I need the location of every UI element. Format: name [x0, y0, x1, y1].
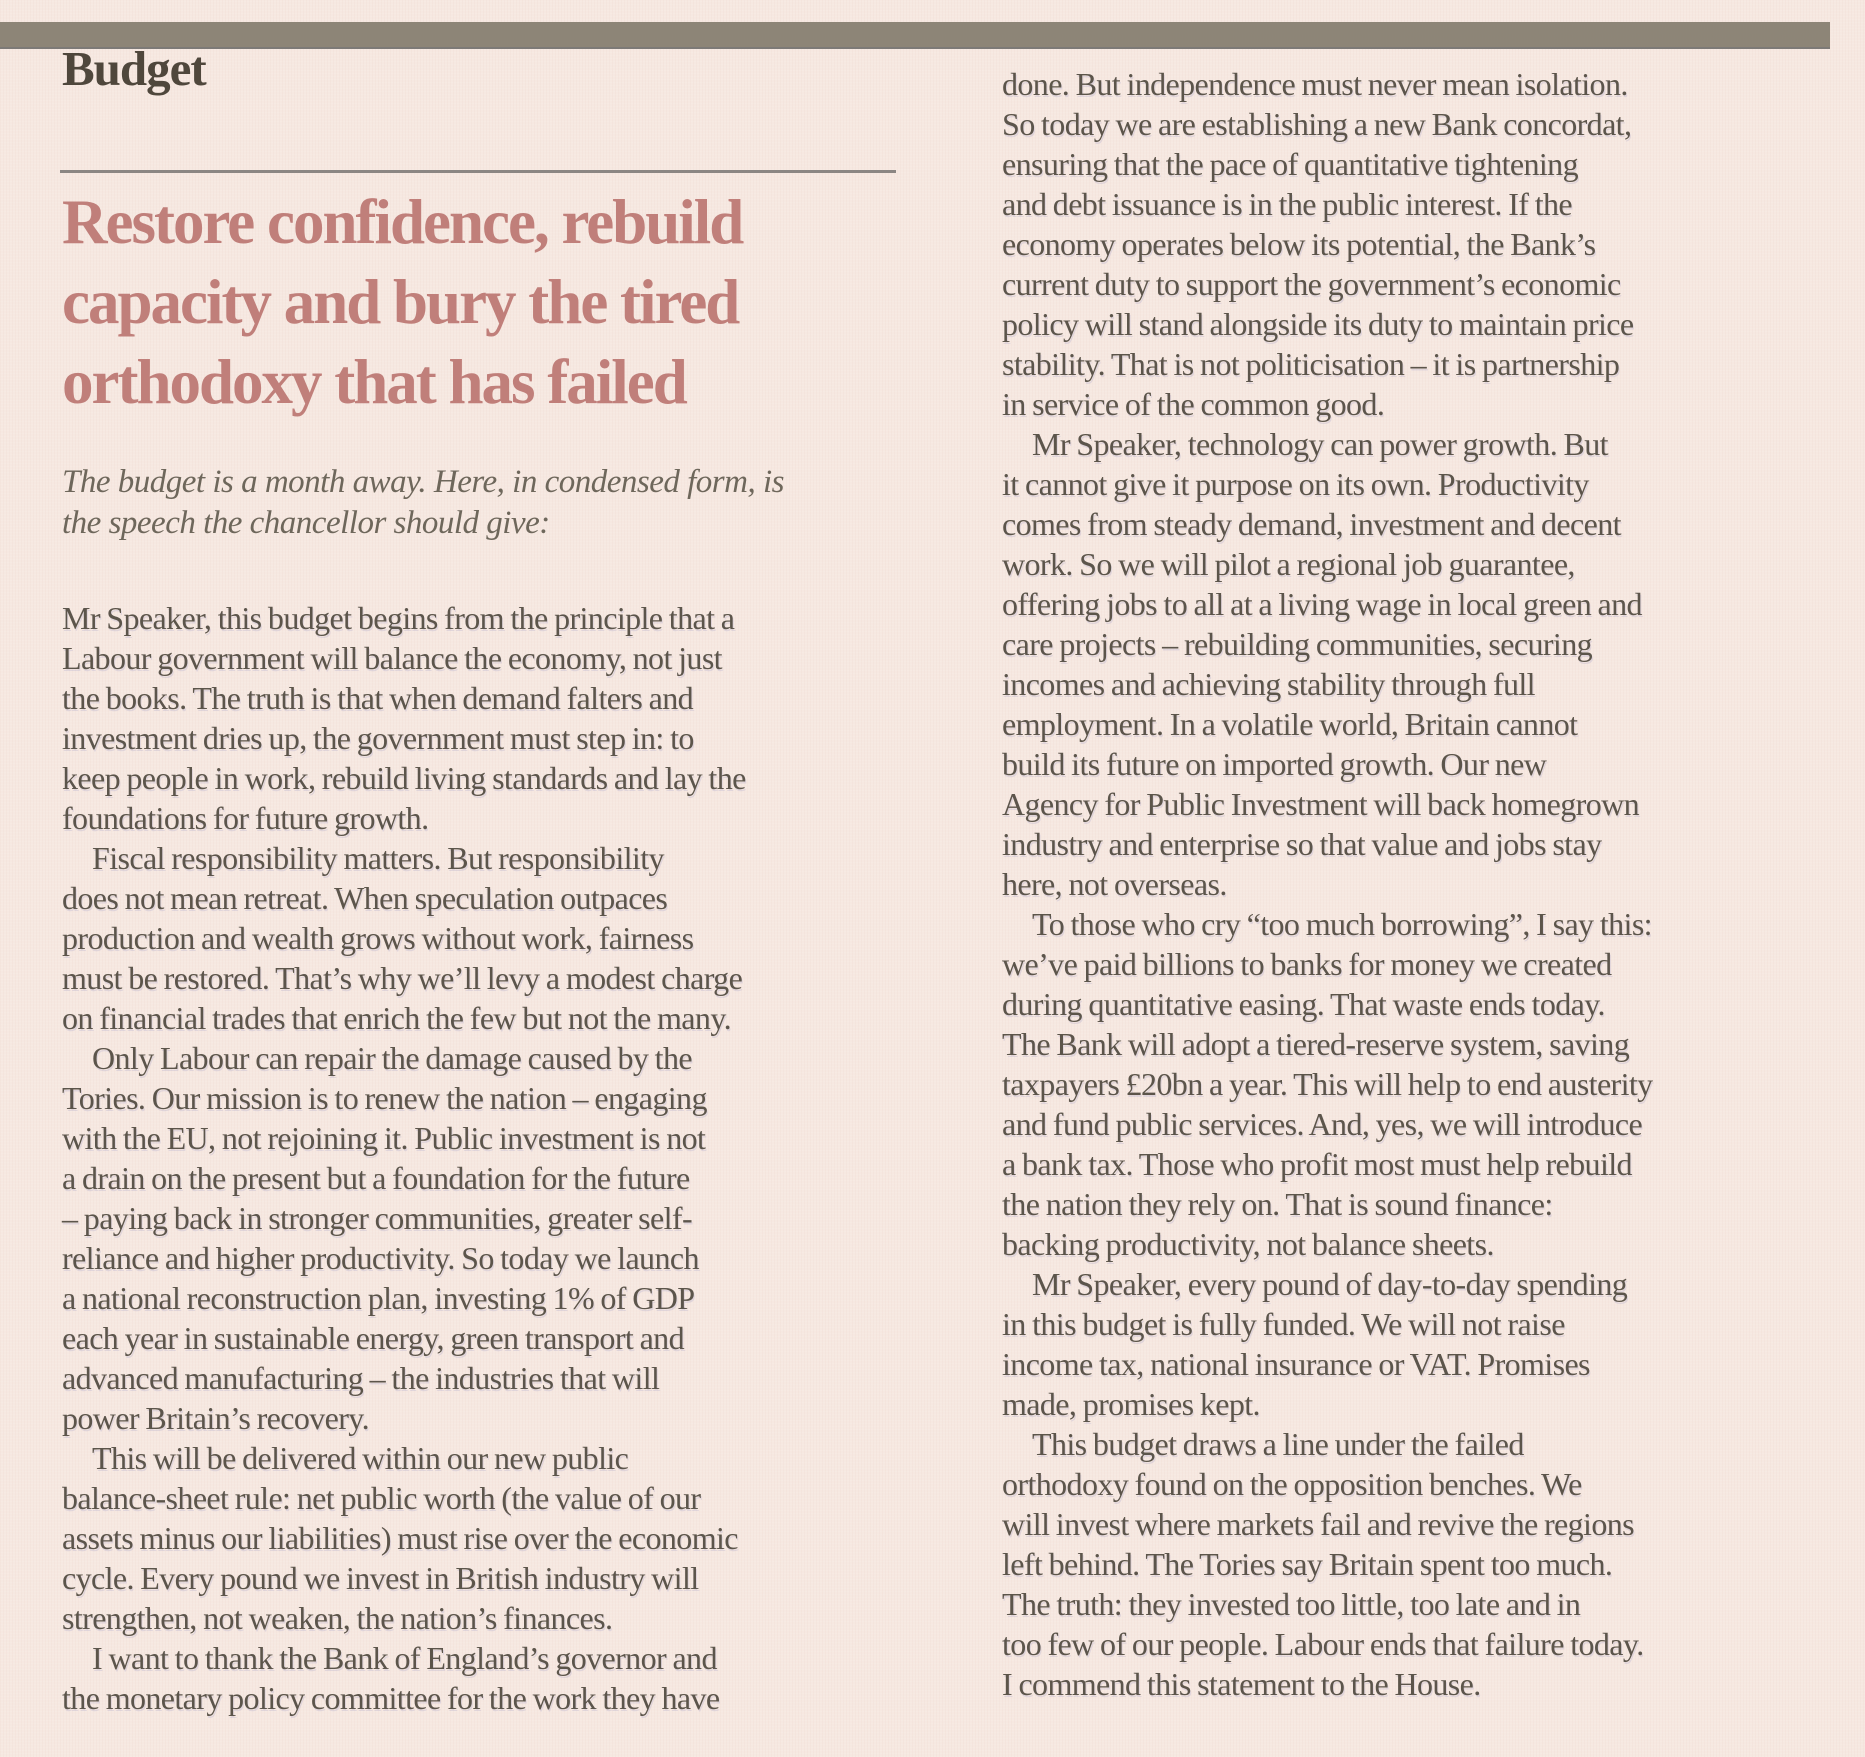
body-line: production and wealth grows without work, fairness [62, 920, 694, 956]
body-line: Mr Speaker, every pound of day-to-day spending [1032, 1266, 1628, 1302]
body-line: with the EU, not rejoining it. Public investment is not [62, 1120, 706, 1156]
body-line: strengthen, not weaken, the nation’s finances. [62, 1600, 613, 1636]
text-line: capacity and bury the tired [62, 267, 739, 337]
paragraph [1002, 424, 1852, 904]
body-line: on financial trades that enrich the few but not the many. [62, 1000, 732, 1036]
section-label: Budget [62, 41, 206, 96]
body-line: left behind. The Tories say Britain spent too much. [1002, 1546, 1613, 1582]
body-line: policy will stand alongside its duty to maintain price [1002, 306, 1634, 342]
body-line: here, not overseas. [1002, 866, 1227, 902]
body-line: investment dries up, the government must step in: to [62, 720, 694, 756]
paragraph [62, 1038, 930, 1438]
paragraph [1002, 1424, 1852, 1704]
body-line: I want to thank the Bank of England’s governor and [92, 1640, 717, 1676]
body-line: the monetary policy committee for the work they have [62, 1680, 720, 1716]
body-line: keep people in work, rebuild living standards and lay the [62, 760, 746, 796]
body-line: The truth: they invested too little, too late and in [1002, 1586, 1581, 1622]
paragraph [62, 1638, 930, 1718]
body-line: balance-sheet rule: net public worth (the value of our [62, 1480, 701, 1516]
text-line: The budget is a month away. Here, in condensed form, is [62, 464, 784, 500]
body-line: So today we are establishing a new Bank concordat, [1002, 106, 1632, 142]
body-line: it cannot give it purpose on its own. Productivity [1002, 466, 1589, 502]
body-line: comes from steady demand, investment and decent [1002, 506, 1621, 542]
body-line: power Britain’s recovery. [62, 1400, 370, 1436]
body-line: made, promises kept. [1002, 1386, 1260, 1422]
text-line: the speech the chancellor should give: [62, 505, 550, 541]
paragraph [62, 838, 930, 1038]
body-line: during quantitative easing. That waste ends today. [1002, 986, 1605, 1022]
body-line: Mr Speaker, this budget begins from the principle that a [62, 600, 735, 636]
body-line: current duty to support the government’s economic [1002, 266, 1621, 302]
body-line: income tax, national insurance or VAT. Promises [1002, 1346, 1590, 1382]
paragraph [1002, 904, 1852, 1264]
body-line: too few of our people. Labour ends that failure today. [1002, 1626, 1644, 1662]
paragraph [1002, 1264, 1852, 1424]
body-line: industry and enterprise so that value and jobs stay [1002, 826, 1602, 862]
text-line: Restore confidence, rebuild [62, 187, 743, 257]
body-line: stability. That is not politicisation – it is partnership [1002, 346, 1620, 382]
body-line: a national reconstruction plan, investing 1% of GDP [62, 1280, 695, 1316]
article-headline [62, 182, 922, 422]
body-line: does not mean retreat. When speculation outpaces [62, 880, 668, 916]
paragraph [62, 1438, 930, 1638]
body-line: each year in sustainable energy, green transport and [62, 1320, 684, 1356]
body-line: This budget draws a line under the failed [1032, 1426, 1524, 1462]
body-line: the nation they rely on. That is sound finance: [1002, 1186, 1553, 1222]
body-line: Mr Speaker, technology can power growth. But [1032, 426, 1608, 462]
body-line: assets minus our liabilities) must rise over the economic [62, 1520, 738, 1556]
body-line: This will be delivered within our new public [92, 1440, 629, 1476]
body-line: must be restored. That’s why we’ll levy a modest charge [62, 960, 743, 996]
body-line: reliance and higher productivity. So today we launch [62, 1240, 699, 1276]
body-line: The Bank will adopt a tiered-reserve system, saving [1002, 1026, 1630, 1062]
body-line: and debt issuance is in the public interest. If the [1002, 186, 1573, 222]
body-line: employment. In a volatile world, Britain cannot [1002, 706, 1578, 742]
body-line: a drain on the present but a foundation for the future [62, 1160, 690, 1196]
body-line: Labour government will balance the economy, not just [62, 640, 722, 676]
paragraph [1002, 64, 1852, 424]
body-line: Only Labour can repair the damage caused by the [92, 1040, 692, 1076]
body-line: taxpayers £20bn a year. This will help to end austerity [1002, 1066, 1653, 1102]
paragraph [62, 598, 930, 838]
body-line: backing productivity, not balance sheets. [1002, 1226, 1494, 1262]
body-line: Fiscal responsibility matters. But responsibility [92, 840, 664, 876]
body-line: ensuring that the pace of quantitative tightening [1002, 146, 1578, 182]
section-divider-rule [60, 170, 896, 173]
body-column-left [62, 598, 930, 1718]
page-top-rule-bar [0, 22, 1830, 49]
body-line: the books. The truth is that when demand falters and [62, 680, 694, 716]
body-line: incomes and achieving stability through full [1002, 666, 1535, 702]
body-line: economy operates below its potential, the Bank’s [1002, 226, 1596, 262]
body-line: a bank tax. Those who profit most must help rebuild [1002, 1146, 1632, 1182]
body-line: To those who cry “too much borrowing”, I say this: [1032, 906, 1652, 942]
body-line: in this budget is fully funded. We will not raise [1002, 1306, 1565, 1342]
body-line: cycle. Every pound we invest in British industry will [62, 1560, 699, 1596]
body-line: done. But independence must never mean isolation. [1002, 66, 1628, 102]
body-line: and fund public services. And, yes, we will introduce [1002, 1106, 1643, 1142]
body-line: we’ve paid billions to banks for money we created [1002, 946, 1612, 982]
body-line: Tories. Our mission is to renew the nation – engaging [62, 1080, 707, 1116]
body-line: work. So we will pilot a regional job guarantee, [1002, 546, 1575, 582]
body-column-right [1002, 64, 1852, 1704]
body-line: in service of the common good. [1002, 386, 1385, 422]
body-line: foundations for future growth. [62, 800, 429, 836]
body-line: will invest where markets fail and revive the regions [1002, 1506, 1634, 1542]
body-line: advanced manufacturing – the industries that will [62, 1360, 660, 1396]
body-line: orthodoxy found on the opposition benches. We [1002, 1466, 1582, 1502]
article-standfirst [62, 462, 942, 544]
body-line: build its future on imported growth. Our new [1002, 746, 1547, 782]
body-line: Agency for Public Investment will back homegrown [1002, 786, 1640, 822]
body-line: care projects – rebuilding communities, securing [1002, 626, 1593, 662]
body-line: offering jobs to all at a living wage in local green and [1002, 586, 1642, 622]
body-line: I commend this statement to the House. [1002, 1666, 1481, 1702]
body-line: – paying back in stronger communities, greater self- [62, 1200, 693, 1236]
text-line: orthodoxy that has failed [62, 347, 686, 417]
